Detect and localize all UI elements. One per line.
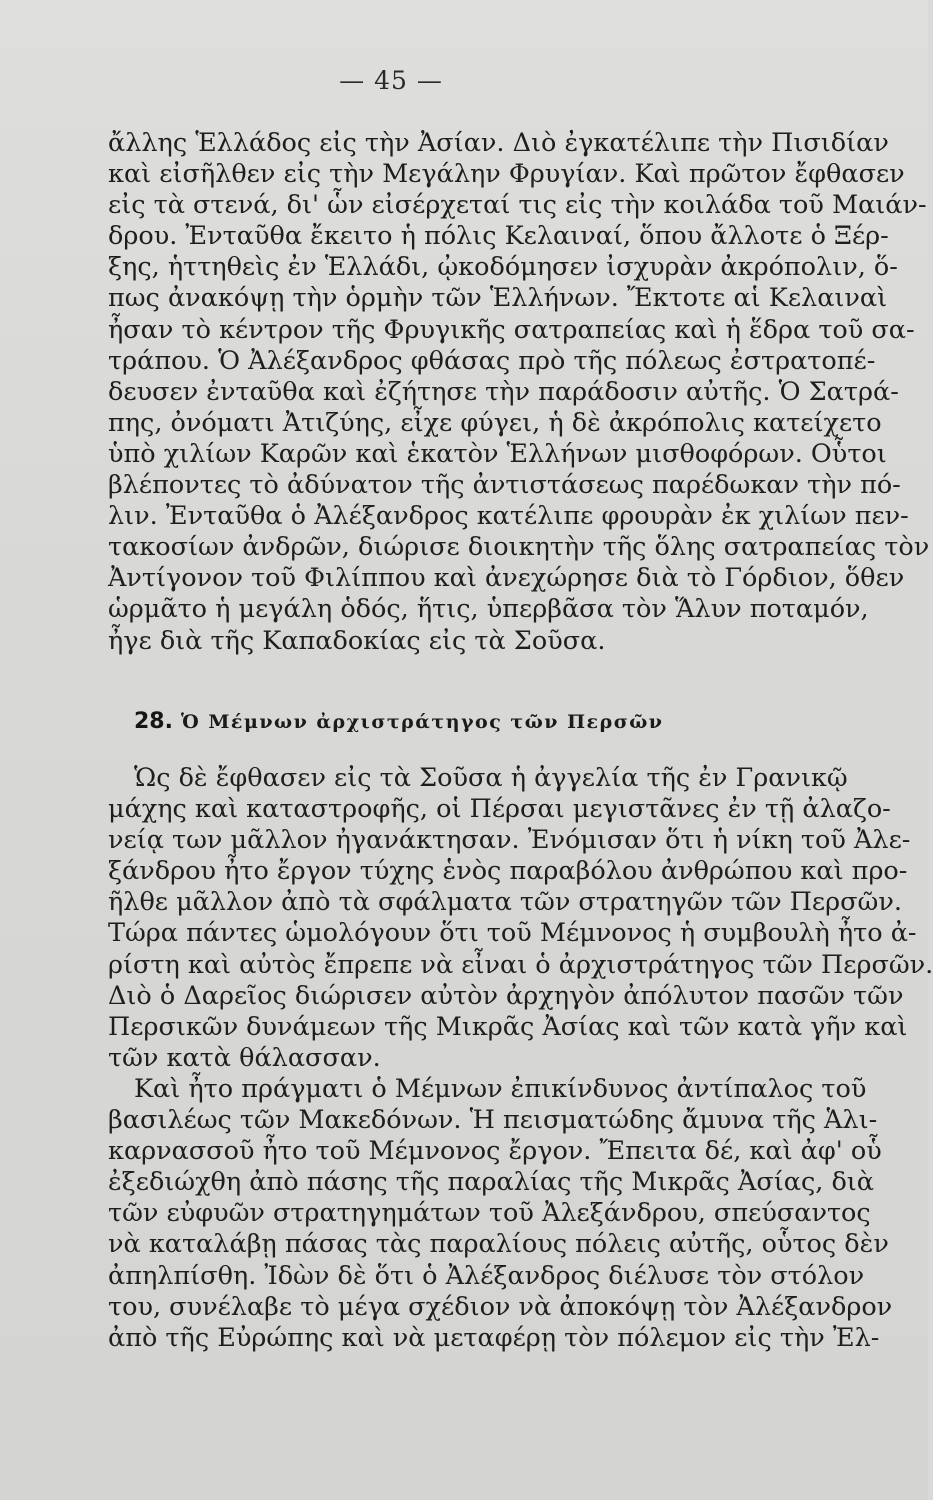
text-line: ὡρμᾶτο ἡ μεγάλη ὁδός, ἥτις, ὑπερβᾶσα τὸν Ἅλυν ποταμόν, xyxy=(108,594,869,625)
text-line: μάχης καὶ καταστροφῆς, οἱ Πέρσαι μεγιστᾶνες ἐν τῇ ἀλαζο- xyxy=(108,794,891,825)
text-line: ἀπηλπίσθη. Ἰδὼν δὲ ὅτι ὁ Ἀλέξανδρος διέλυσε τὸν στόλον xyxy=(108,1260,865,1291)
text-line: δρου. Ἐνταῦθα ἔκειτο ἡ πόλις Κελαιναί, ὅπου ἄλλοτε ὁ Ξέρ- xyxy=(108,221,889,252)
section-title: Ὁ Μέμνων ἀρχιστράτηγος τῶν Περσῶν xyxy=(180,711,664,733)
text-line: του, συνέλαβε τὸ μέγα σχέδιον νὰ ἀποκόψῃ τὸν Ἀλέξανδρον xyxy=(108,1291,893,1322)
text-line: Περσικῶν δυνάμεων τῆς Μικρᾶς Ἀσίας καὶ τῶν κατὰ γῆν καὶ xyxy=(108,1011,908,1042)
text-line: ἦσαν τὸ κέντρον τῆς Φρυγικῆς σατραπείας καὶ ἡ ἕδρα τοῦ σα- xyxy=(108,314,915,345)
text-line: νὰ καταλάβῃ πάσας τὰς παραλίους πόλεις αὐτῆς, οὗτος δὲν xyxy=(108,1229,889,1260)
text-line: εἰς τὰ στενά, δι' ὧν εἰσέρχεταί τις εἰς τὴν κοιλάδα τοῦ Μαιάν- xyxy=(108,190,927,221)
text-line: ῆλθε μᾶλλον ἀπὸ τὰ σφάλματα τῶν στρατηγῶν τῶν Περσῶν. xyxy=(108,887,902,918)
text-line: ξάνδρου ἦτο ἔργον τύχης ἑνὸς παραβόλου ἀνθρώπου καὶ προ- xyxy=(108,856,908,887)
paragraph-memnon xyxy=(108,763,933,1354)
text-line: δευσεν ἐνταῦθα καὶ ἐζήτησε τὴν παράδοσιν αὐτῆς. Ὁ Σατρά- xyxy=(108,376,899,407)
paragraph-alexander-in-phrygia xyxy=(108,128,930,657)
text-line: ἐξεδιώχθη ἀπὸ πάσης τῆς παραλίας τῆς Μικρᾶς Ἀσίας, διὰ xyxy=(108,1167,875,1198)
text-line: καρνασσοῦ ἦτο τοῦ Μέμνονος ἔργον. Ἔπειτα δέ, καὶ ἀφ' οὗ xyxy=(108,1136,882,1167)
text-line: Διὸ ὁ Δαρεῖος διώρισεν αὐτὸν ἀρχηγὸν ἀπόλυτον πασῶν τῶν xyxy=(108,980,904,1011)
text-line: Ἀντίγονον τοῦ Φιλίππου καὶ ἀνεχώρησε διὰ τὸ Γόρδιον, ὅθεν xyxy=(108,563,905,594)
section-heading xyxy=(134,709,774,745)
text-line: Ὡς δὲ ἔφθασεν εἰς τὰ Σοῦσα ἡ ἀγγελία τῆς ἐν Γρανικῷ xyxy=(134,763,848,793)
text-line: ἦγε διὰ τῆς Καπαδοκίας εἰς τὰ Σοῦσα. xyxy=(108,625,606,656)
text-line: ὑπὸ χιλίων Καρῶν καὶ ἑκατὸν Ἑλλήνων μισθοφόρων. Οὗτοι xyxy=(108,438,887,469)
text-line: βλέποντες τὸ ἀδύνατον τῆς ἀντιστάσεως παρέδωκαν τὴν πό- xyxy=(108,470,901,501)
text-line: λιν. Ἐνταῦθα ὁ Ἀλέξανδρος κατέλιπε φρουρὰν ἐκ χιλίων πεν- xyxy=(108,501,909,532)
text-line: ἀπὸ τῆς Εὐρώπης καὶ νὰ μεταφέρῃ τὸν πόλεμον εἰς τὴν Ἐλ- xyxy=(108,1322,880,1353)
text-line: Τώρα πάντες ὡμολόγουν ὅτι τοῦ Μέμνονος ἡ συμβουλὴ ἦτο ἀ- xyxy=(108,918,917,949)
text-line: ἄλλης Ἑλλάδος εἰς τὴν Ἀσίαν. Διὸ ἐγκατέλιπε τὴν Πισιδίαν xyxy=(108,128,889,158)
text-line: ρίστη καὶ αὐτὸς ἔπρεπε νὰ εἶναι ὁ ἀρχιστράτηγος τῶν Περσῶν. xyxy=(108,949,933,980)
section-number: 28. xyxy=(134,709,173,734)
text-line: τακοσίων ἀνδρῶν, διώρισε διοικητὴν τῆς ὅλης σατραπείας τὸν xyxy=(108,532,930,563)
text-line: τῶν κατὰ θάλασσαν. xyxy=(108,1042,381,1073)
text-line: πως ἀνακόψῃ τὴν ὁρμὴν τῶν Ἑλλήνων. Ἔκτοτε αἱ Κελαιναὶ xyxy=(108,283,888,314)
text-line: καὶ εἰσῆλθεν εἰς τὴν Μεγάλην Φρυγίαν. Καὶ πρῶτον ἔφθασεν xyxy=(108,159,905,190)
text-line: Καὶ ἦτο πράγματι ὁ Μέμνων ἐπικίνδυνος ἀντίπαλος τοῦ xyxy=(134,1073,867,1104)
text-line: ξης, ἡττηθεὶς ἐν Ἑλλάδι, ᾠκοδόμησεν ἰσχυρὰν ἀκρόπολιν, ὅ- xyxy=(108,252,898,283)
page-number: — 45 — xyxy=(339,66,443,95)
text-line: βασιλέως τῶν Μακεδόνων. Ἡ πεισματώδης ἄμυνα τῆς Ἁλι- xyxy=(108,1105,878,1136)
text-line: τράπου. Ὁ Ἀλέξανδρος φθάσας πρὸ τῆς πόλεως ἐστρατοπέ- xyxy=(108,345,876,376)
text-line: πης, ὀνόματι Ἀτιζύης, εἶχε φύγει, ἡ δὲ ἀκρόπολις κατείχετο xyxy=(108,407,882,438)
text-line: νείᾳ των μᾶλλον ἠγανάκτησαν. Ἐνόμισαν ὅτι ἡ νίκη τοῦ Ἀλε- xyxy=(108,825,911,856)
text-line: τῶν εὐφυῶν στρατηγημάτων τοῦ Ἀλεξάνδρου, σπεύσαντος xyxy=(108,1198,871,1229)
